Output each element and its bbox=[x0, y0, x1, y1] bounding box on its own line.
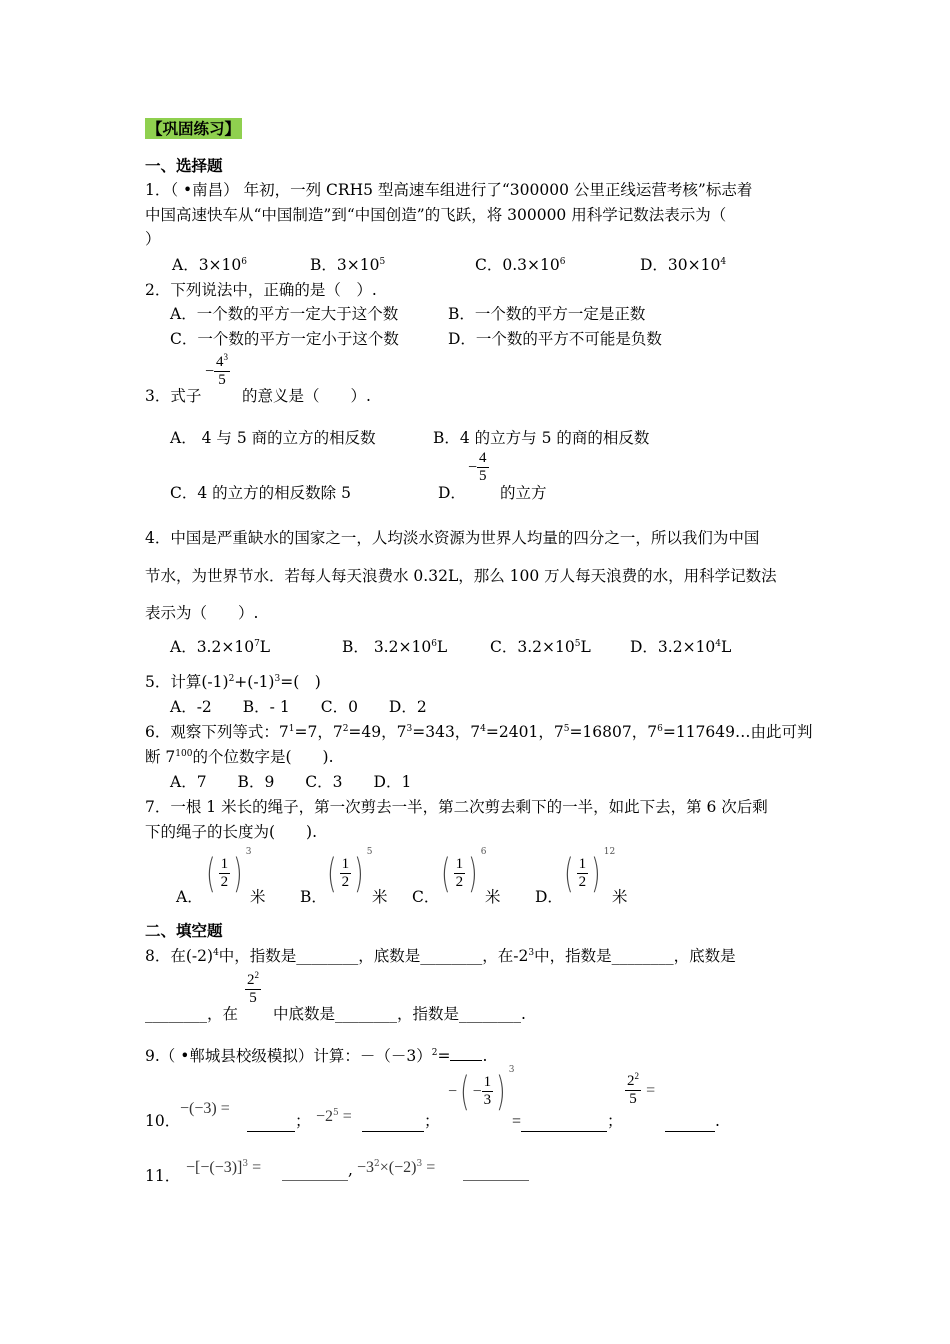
q10-blank2[interactable]: ； bbox=[362, 1111, 440, 1132]
q4-option-d: D．$3.2\times 10^4L$ bbox=[630, 638, 732, 656]
q1-line3: ） bbox=[145, 230, 161, 248]
q7-option-d-unit: 米 bbox=[612, 888, 628, 906]
section-heading-fill: 二、填空题 bbox=[145, 921, 223, 940]
q3-option-b: B．4 的立方与 5 的商的相反数 bbox=[433, 429, 650, 447]
q3-stem-post: 的意义是（ ）. bbox=[242, 387, 371, 405]
q7-option-c-expr: ( $\frac{1}{2}$ ) $^6$ bbox=[441, 847, 487, 897]
page-title: 【巩固练习】 bbox=[147, 119, 241, 138]
q8-line1: 8．在$(-2)^4$中，指数是________，底数是________，在$-2^3$中，指数是________，底数是 bbox=[145, 947, 736, 965]
q4-option-b: B． $3.2\times 10^6L$ bbox=[342, 638, 448, 656]
q7-line2: 下的绳子的长度为( ). bbox=[145, 823, 318, 841]
q1-option-c: C．$0.3\times 10^6$ bbox=[475, 256, 566, 274]
q4-line1: 4．中国是严重缺水的国家之一，人均淡水资源为世界人均量的四分之一，所以我们为中国 bbox=[145, 529, 760, 547]
q11-expr1: $-[-(-3)]^3$ = bbox=[186, 1159, 262, 1176]
q9-answer-blank[interactable] bbox=[450, 1060, 482, 1061]
q7-option-d-expr: ( $\frac{1}{2}$ ) $^{12}$ bbox=[564, 847, 616, 897]
q10-expr4: $\frac{2^2}{5}$ = bbox=[627, 1071, 656, 1107]
q7-line1: 7．一根 1 米长的绳子，第一次剪去一半，第二次剪去剩下的一半，如此下去，第 6 次后剩 bbox=[145, 798, 768, 816]
q1-line2: 中国高速快车从“中国制造”到“中国创造”的飞跃，将 300000 用科学记数法表示为（ bbox=[145, 206, 727, 224]
q7-option-d-label: D． bbox=[535, 888, 563, 906]
q2-option-c: C．一个数的平方一定小于这个数 bbox=[170, 330, 399, 348]
q11-blank1[interactable]: , bbox=[282, 1160, 353, 1181]
q7-option-a-expr: ( $\frac{1}{2}$ ) $^3$ bbox=[206, 847, 252, 897]
q11-label: 11． bbox=[145, 1167, 181, 1185]
q9-stem: 9.（ •郸城县校级模拟）计算：$-(-3)^2=$ . bbox=[145, 1047, 488, 1065]
q10-label: 10． bbox=[145, 1112, 181, 1130]
q3-option-d-text: 的立方 bbox=[500, 484, 547, 502]
q3-option-a: A． 4 与 5 商的立方的相反数 bbox=[170, 429, 376, 447]
q2-option-a: A．一个数的平方一定大于这个数 bbox=[170, 305, 399, 323]
q5-stem: 5．计算$(-1)^2+(-1)^3=$( ) bbox=[145, 673, 321, 691]
q1-line1: 1．（ •南昌） 年初，一列 CRH5 型高速车组进行了“300000 公里正线运营考核”标志着 bbox=[145, 181, 753, 199]
q7-option-b-unit: 米 bbox=[372, 888, 388, 906]
q1-option-a: A．$3\times 10^6$ bbox=[172, 256, 248, 274]
q4-line2: 节水，为世界节水．若每人每天浪费水 0.32L，那么 100 万人每天浪费的水，用科学记数法 bbox=[145, 567, 777, 585]
q3-fraction: − $\frac{4^3}{5}$ bbox=[205, 352, 229, 388]
q1-option-d: D．$30\times 10^4$ bbox=[640, 256, 727, 274]
q10-expr3: −( − $\frac{1}{3}$ ) $^3$ bbox=[448, 1065, 515, 1115]
q10-blank3[interactable]: = ； bbox=[512, 1112, 623, 1130]
q3-option-d-label: D． bbox=[438, 484, 466, 502]
q2-option-b: B．一个数的平方一定是正数 bbox=[448, 305, 646, 323]
q7-option-b-label: B． bbox=[300, 888, 327, 906]
q3-option-c: C．4 的立方的相反数除 5 bbox=[170, 484, 351, 502]
q7-option-c-label: C． bbox=[412, 888, 440, 906]
q5-options: A．-2 B．- 1 C．0 D．2 bbox=[170, 698, 427, 716]
q6-options: A．7 B．9 C．3 D．1 bbox=[170, 773, 412, 791]
q2-stem: 2．下列说法中，正确的是（ ）. bbox=[145, 281, 377, 299]
q4-option-c: C．$3.2\times 10^5L$ bbox=[490, 638, 591, 656]
q6-line1: 6．观察下列等式：$7^1=7$，$7^2=49$，$7^3=343$，$7^4=2401$，$7^5=16807$，$7^6=117649\dots$由此可判 bbox=[145, 723, 813, 741]
q10-blank4[interactable]: . bbox=[665, 1111, 720, 1132]
q3-stem-pre: 3．式子 bbox=[145, 387, 202, 405]
q3-option-d-fraction: − $\frac{4}{5}$ bbox=[468, 450, 487, 484]
q11-blank2[interactable] bbox=[463, 1160, 529, 1181]
section-heading-choice: 一、选择题 bbox=[145, 156, 223, 175]
q8-line2-post: 中底数是________，指数是________. bbox=[273, 1005, 526, 1023]
q6-line2: 断 $7^{100}$的个位数字是( ). bbox=[145, 748, 334, 766]
q11-expr2: $-3^2\times(-2)^3$ = bbox=[357, 1159, 436, 1176]
q4-option-a: A．$3.2\times 10^7L$ bbox=[170, 638, 271, 656]
q10-expr2: $-2^5$ = bbox=[316, 1108, 352, 1125]
q8-fraction: $\frac{2^2}{5}$ bbox=[247, 970, 259, 1006]
q1-option-b: B．$3\times 10^5$ bbox=[310, 256, 386, 274]
q10-blank1[interactable]: ； bbox=[247, 1111, 311, 1132]
q7-option-b-expr: ( $\frac{1}{2}$ ) $^5$ bbox=[327, 847, 373, 897]
q7-option-c-unit: 米 bbox=[485, 888, 501, 906]
q10-expr1: −(−3) = bbox=[180, 1100, 230, 1117]
q7-option-a-label: A． bbox=[176, 888, 203, 906]
q7-option-a-unit: 米 bbox=[250, 888, 266, 906]
q4-line3: 表示为（ ）. bbox=[145, 604, 259, 622]
q8-line2-pre: ________，在 bbox=[145, 1005, 239, 1023]
q2-option-d: D．一个数的平方不可能是负数 bbox=[448, 330, 662, 348]
